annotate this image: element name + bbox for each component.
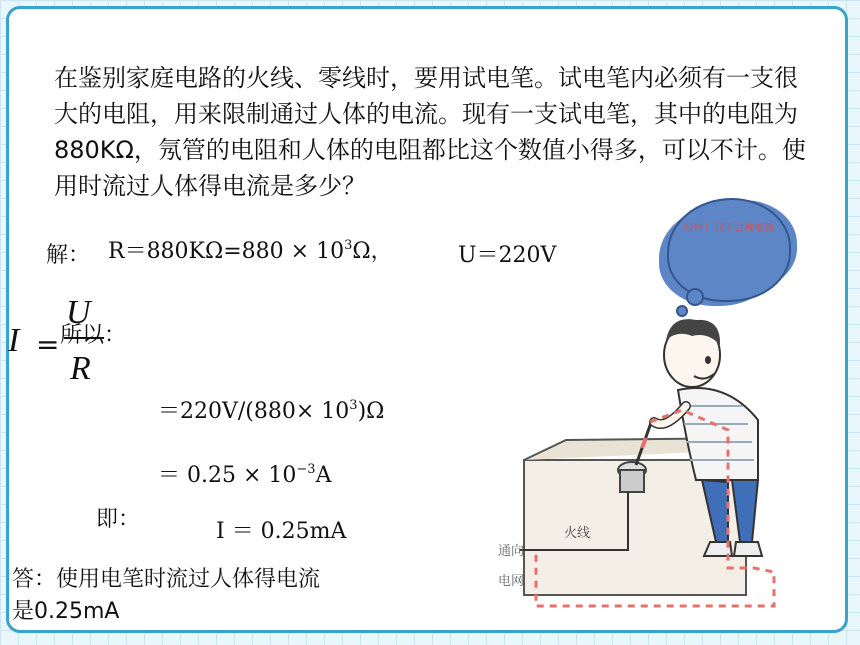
result-value: I ＝ 0.25mA <box>216 519 347 544</box>
formula-equals: = <box>36 328 60 361</box>
formula-denominator: R <box>70 350 91 387</box>
resistance-equation: $R=880K\Omega=880 \times 10^3\Omega$， <box>108 238 393 264</box>
solution-label: 解： <box>46 243 91 268</box>
thought-dot-large <box>686 288 704 306</box>
grid-label-line-2: 电网 <box>498 574 525 589</box>
boy-test-pen-illustration <box>496 310 856 620</box>
problem-text: 在鉴别家庭电路的火线、零线时，要用试电笔。试电笔内必须有一支很大的电阻，用来限制通过人体的电流。现有一支试电笔，其中的电阻为880KΩ，氖管的电阻和人体的电阻都比这个数值小得多，可以不计。使用时流过人体得电流是多少？ <box>54 64 806 200</box>
bubble-text: 哎呀！我手会被电到 <box>684 223 774 234</box>
so-label: 所以： <box>60 323 127 348</box>
live-wire-label: 火线 <box>564 526 591 541</box>
answer-line-1: 答：使用电笔时流过人体得电流 <box>12 567 321 592</box>
answer-line-2: 是0.25mA <box>12 599 120 624</box>
formula-current-symbol: I <box>8 322 20 359</box>
voltage-equation: U＝220V <box>458 243 557 268</box>
calc-step-2: ＝ $0.25 \times 10^{-3}A$ <box>158 462 332 488</box>
that-is-label: 即： <box>96 507 141 532</box>
calc-step-1: $=220V/(880\times 10^3)\Omega$ <box>158 398 385 424</box>
formula-numerator: U <box>66 294 91 331</box>
grid-label-line-1: 通向 <box>498 544 525 559</box>
thought-bubble <box>667 198 791 302</box>
